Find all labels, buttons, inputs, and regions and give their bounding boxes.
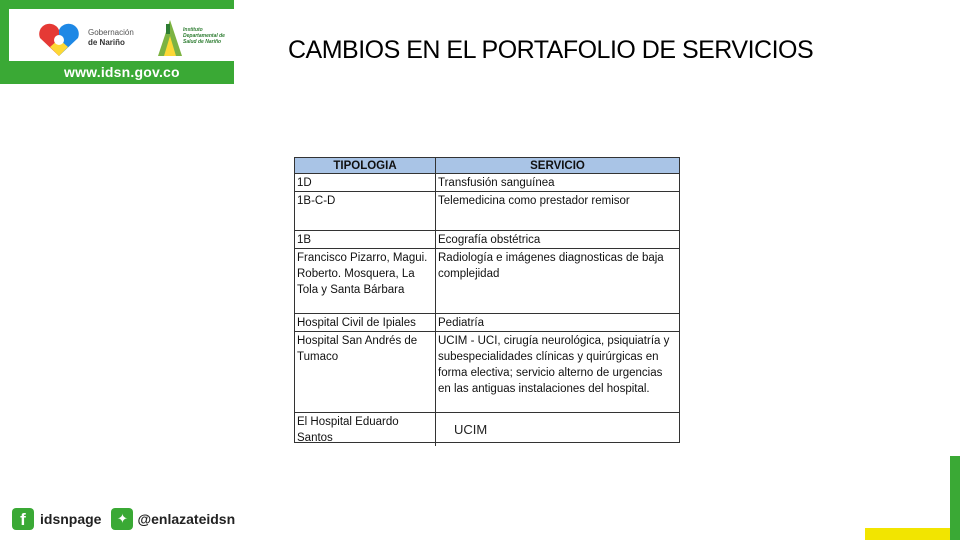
cell-tipologia: Hospital San Andrés de Tumaco	[295, 332, 436, 413]
instituto-logo	[156, 18, 184, 58]
social-links	[12, 508, 235, 530]
facebook-icon[interactable]: f	[12, 508, 34, 530]
table-row	[295, 174, 679, 192]
table-row	[295, 231, 679, 249]
gobernacion-logo-text: Gobernación de Nariño	[88, 28, 134, 47]
instituto-logo-text: Instituto Departamental de Salud de Nariño	[183, 27, 225, 45]
footer-green-bar	[950, 456, 960, 540]
table-header-row	[295, 158, 679, 174]
header-tipologia: TIPOLOGIA	[295, 158, 436, 174]
ucim-label: UCIM	[454, 422, 488, 437]
site-url[interactable]: www.idsn.gov.co	[64, 64, 180, 80]
cell-tipologia: Francisco Pizarro, Magui. Roberto. Mosquera, La Tola y Santa Bárbara	[295, 249, 436, 314]
table-row	[295, 192, 679, 231]
services-table	[294, 157, 680, 443]
gobernacion-heart-logo	[36, 22, 82, 58]
table-row	[295, 332, 679, 413]
cell-tipologia: Hospital Civil de Ipiales	[295, 314, 436, 332]
cell-servicio: UCIM - UCI, cirugía neurológica, psiquiatría y subespecialidades clínicas y quirúrgicas en forma electiva; servicio alterno de urgencias en las antiguas instalaciones del hospital.	[436, 332, 680, 413]
table-row	[295, 314, 679, 332]
header-servicio: SERVICIO	[436, 158, 680, 174]
cell-tipologia: 1B-C-D	[295, 192, 436, 231]
twitter-icon[interactable]: ✦	[111, 508, 133, 530]
cell-tipologia: El Hospital Eduardo Santos	[295, 413, 436, 447]
twitter-handle[interactable]: @enlazateidsn	[137, 511, 236, 527]
cell-servicio: Ecografía obstétrica	[436, 231, 680, 249]
footer-yellow-bar	[865, 528, 950, 540]
cell-servicio: Radiología e imágenes diagnosticas de baja complejidad	[436, 249, 680, 314]
cell-tipologia: 1D	[295, 174, 436, 192]
header-green-bar	[0, 0, 234, 9]
cell-servicio: Pediatría	[436, 314, 680, 332]
cell-servicio: Telemedicina como prestador remisor	[436, 192, 680, 231]
table-row	[295, 413, 679, 447]
cell-servicio: Transfusión sanguínea	[436, 174, 680, 192]
cell-servicio	[436, 413, 680, 447]
cell-tipologia: 1B	[295, 231, 436, 249]
facebook-handle[interactable]: idsnpage	[40, 511, 102, 527]
table-row	[295, 249, 679, 314]
page-title: CAMBIOS EN EL PORTAFOLIO DE SERVICIOS	[288, 36, 814, 64]
